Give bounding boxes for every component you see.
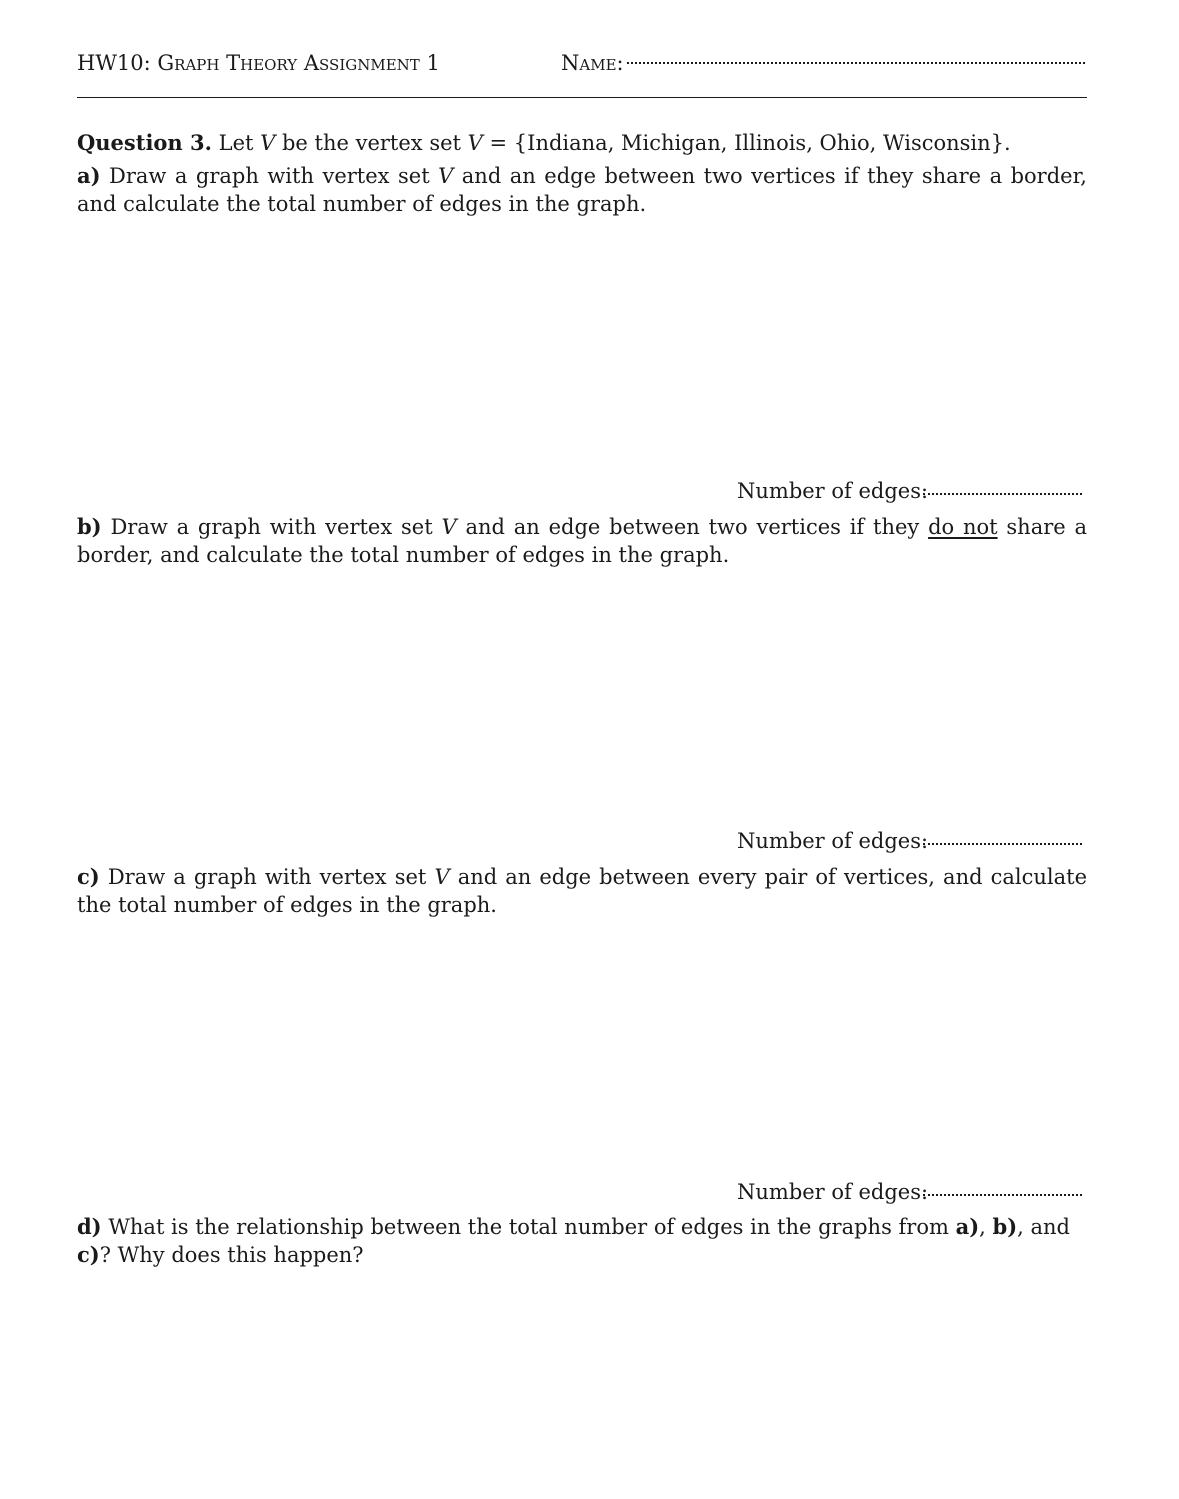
part-a-edges-field[interactable] [923,493,1082,495]
separator: , [979,1215,986,1239]
var-v: V [434,865,450,889]
vertex-set: = {Indiana, Michigan, Illinois, Ohio, Wisconsin}. [489,131,1011,155]
part-b-text: Draw a graph with vertex set [110,515,433,539]
name-label: Name: [561,51,624,75]
header-divider [77,97,1087,98]
assignment-title: HW10: Graph Theory Assignment 1 [77,51,440,75]
ref-part-a: a) [955,1214,980,1239]
edges-label: Number of edges: [737,479,929,503]
part-a-label: a) [77,163,101,188]
var-v: V [260,131,276,155]
question-intro [77,129,1087,157]
part-a-text: and an edge between two vertices if they share a border, and calculate the total number of edges in the graph. [77,164,1087,216]
name-field[interactable] [627,62,1085,64]
part-d-text: ? Why does this happen? [99,1243,364,1267]
part-c-text: and an edge between every pair of vertices, and calculate the total number of edges in the graph. [77,865,1087,917]
part-b-prompt [77,513,1087,569]
part-b-edges-field[interactable] [923,843,1082,845]
part-c-edges-answer [737,1178,1087,1206]
part-b-label: b) [77,514,102,539]
var-v: V [441,515,457,539]
part-d-prompt [77,1213,1087,1269]
part-d-label: d) [77,1214,102,1239]
part-b-text: and an edge between two vertices if they [465,515,920,539]
underlined-emphasis: do not [928,515,998,539]
ref-part-b: b) [992,1214,1018,1239]
part-c-prompt [77,863,1087,919]
part-b-text: share a border, and calculate the total number of edges in the graph. [77,515,1088,567]
part-a-prompt [77,162,1087,218]
part-c-text: Draw a graph with vertex set [107,865,427,889]
part-d-text: What is the relationship between the total number of edges in the graphs from [108,1215,949,1239]
ref-part-c: c) [77,1242,100,1267]
question-heading: Question 3. [77,130,212,155]
edges-label: Number of edges: [737,829,929,853]
part-b-edges-answer [737,827,1087,855]
part-c-edges-field[interactable] [923,1194,1082,1196]
var-v: V [467,131,483,155]
var-v: V [438,164,454,188]
part-a-text: Draw a graph with vertex set [109,164,430,188]
edges-label: Number of edges: [737,1180,929,1204]
separator: , and [1017,1215,1070,1239]
part-c-label: c) [77,864,100,889]
part-a-edges-answer [737,477,1087,505]
intro-text: Let [218,131,254,155]
intro-text: be the vertex set [281,131,461,155]
